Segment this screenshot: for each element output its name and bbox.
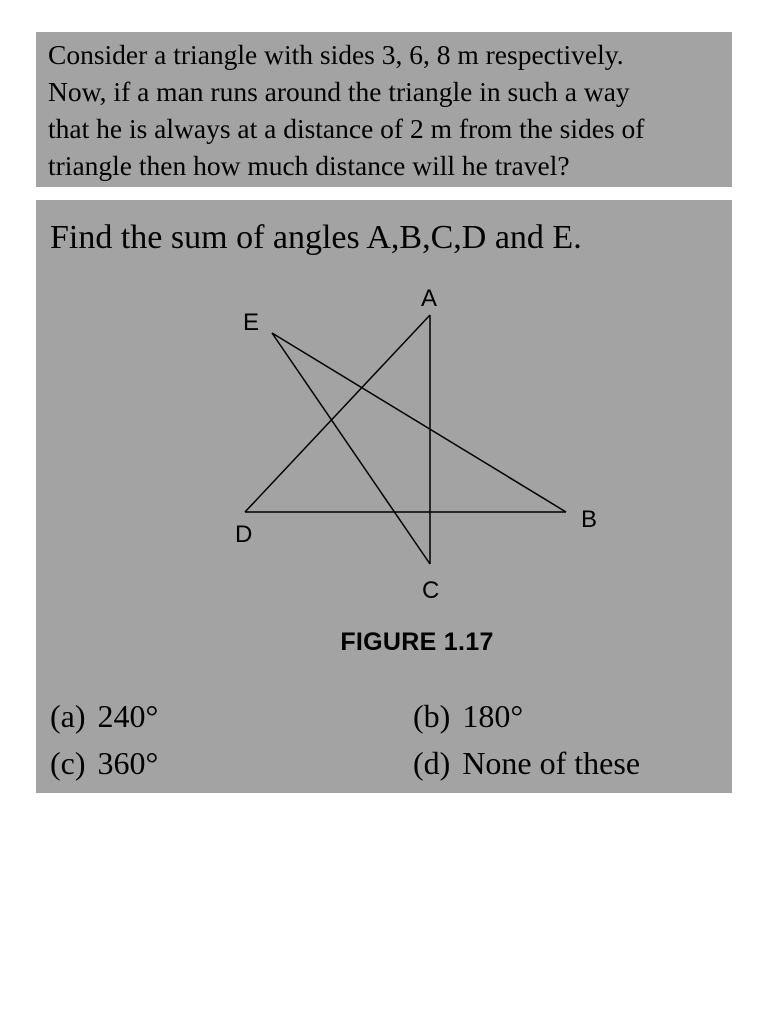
option-a-text: 240° (97, 698, 159, 734)
line-c-e (272, 333, 430, 564)
option-a (50, 696, 158, 736)
option-c-key: (c) (50, 745, 86, 781)
question-1-line-3: that he is always at a distance of 2 m from the sides of (48, 113, 645, 144)
line-e-b (272, 333, 566, 512)
label-b: B (581, 506, 598, 533)
label-e: E (243, 309, 260, 336)
question-2-box (36, 200, 732, 793)
figure-caption: FIGURE 1.17 (340, 628, 494, 656)
label-c: C (422, 577, 440, 604)
option-c (50, 743, 158, 783)
option-b-key: (b) (413, 698, 451, 734)
label-d: D (235, 521, 253, 548)
option-d-key: (d) (413, 745, 451, 781)
question-1-line-4: triangle then how much distance will he travel? (48, 150, 570, 181)
line-d-a (245, 315, 430, 512)
label-a: A (421, 285, 438, 312)
question-1-box (36, 32, 732, 187)
option-b-text: 180° (462, 698, 524, 734)
option-b (413, 696, 523, 736)
option-a-key: (a) (50, 698, 86, 734)
question-1-line-2: Now, if a man runs around the triangle in such a way (48, 76, 630, 107)
option-d (413, 743, 640, 783)
option-c-text: 360° (97, 745, 159, 781)
option-d-text: None of these (462, 745, 641, 781)
question-2-title: Find the sum of angles A,B,C,D and E. (50, 219, 582, 256)
question-1-line-1: Consider a triangle with sides 3, 6, 8 m respectively. (48, 39, 624, 70)
